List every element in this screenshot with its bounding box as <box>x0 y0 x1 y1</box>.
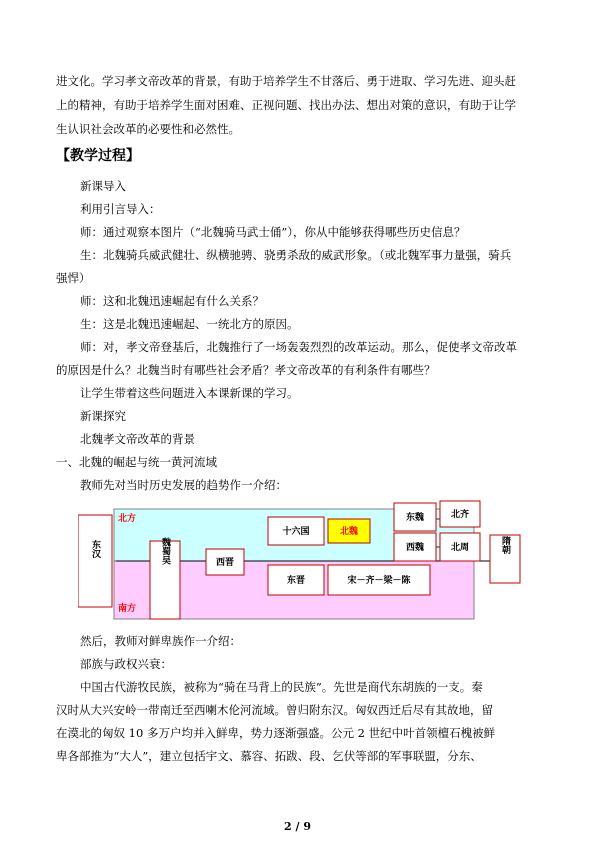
lesson-line: 中国古代游牧民族，被称为“骑在马背上的民族”。先世是商代东胡族的一支。秦 <box>80 680 483 694</box>
intro-line-2: 上的精神，有助于培养学生面对困难、正视问题、找出办法、想出对策的意识，有助于让学 <box>56 98 516 112</box>
lesson-line: 生：这是北魏迅速崛起、一统北方的原因。 <box>80 317 299 331</box>
intro-line-3: 生认识社会改革的必要性和必然性。 <box>56 122 240 136</box>
lesson-line: 教师先对当时历史发展的趋势作一介绍： <box>80 478 287 492</box>
beizhou-text: 北周 <box>450 543 470 553</box>
dongwei-text: 东魏 <box>405 513 425 523</box>
lesson-line: 一、北魏的崛起与统一黄河流域 <box>56 455 217 469</box>
lesson-line: 师：通过观察本图片（“北魏骑马武士俑”），你从中能够获得哪些历史信息？ <box>80 225 466 239</box>
page-number: 2 / 9 <box>284 820 311 833</box>
lesson-line: 新课导入 <box>80 179 126 193</box>
beiqi-text: 北齐 <box>450 510 470 520</box>
lesson-line: 北魏孝文帝改革的背景 <box>80 432 195 446</box>
lesson-line: 卑各部推为“大人”，建立包括宇文、慕容、拓跋、段、乞伏等部的军事联盟，分东、 <box>56 749 482 763</box>
donghan-text: 东汉 <box>90 540 100 558</box>
lesson-line: 生：北魏骑兵威武健壮、纵横驰骋、骁勇杀敌的威武形象。（或北魏军事力量强，骑兵 <box>80 248 512 262</box>
xijin-text: 西晋 <box>215 558 235 568</box>
box-donghan <box>78 515 112 607</box>
suitang-text: 隋朝 <box>500 536 510 554</box>
xiwei-text: 西魏 <box>405 543 425 553</box>
lesson-line: 部族与政权兴衰： <box>80 657 172 671</box>
north-label: 北方 <box>118 514 137 524</box>
lesson-line: 利用引言导入： <box>80 202 161 216</box>
lesson-line: 师：对，孝文帝登基后，北魏推行了一场轰轰烈烈的改革运动。那么，促使孝文帝改革 <box>80 340 517 354</box>
lesson-line: 强悍） <box>56 271 91 285</box>
dongjin-text: 东晋 <box>286 576 306 586</box>
lesson-line: 让学生带着这些问题进入本课新课的学习。 <box>80 386 299 400</box>
lesson-line: 汉时从大兴安岭一带南迁至西喇木伦河流域。曾归附东汉。匈奴西迁后尽有其故地，留 <box>56 703 493 717</box>
weishuwu-text: 魏蜀吴 <box>160 537 170 565</box>
section-heading: 【教学过程】 <box>56 148 140 164</box>
shiliuguo-text: 十六国 <box>282 527 310 537</box>
beiwei-text: 北魏 <box>339 527 359 537</box>
lesson-line: 新课探究 <box>80 409 126 423</box>
lesson-line: 的原因是什么？北魏当时有哪些社会矛盾？孝文帝改革的有利条件有哪些？ <box>56 363 436 377</box>
lesson-line: 师：这和北魏迅速崛起有什么关系？ <box>80 294 264 308</box>
lesson-line: 在漠北的匈奴 10 多万户均并入鲜卑，势力逐渐强盛。公元 2 世纪中叶首领檀石槐被鲜 <box>56 726 496 740</box>
south-label: 南方 <box>118 604 137 614</box>
nanchao-text: 宋－齐－梁－陈 <box>347 576 411 586</box>
dynasty-diagram <box>78 499 522 625</box>
lesson-line: 然后，教师对鲜卑族作一介绍： <box>80 634 241 648</box>
intro-line-1: 进文化。学习孝文帝改革的背景，有助于培养学生不甘落后、勇于进取、学习先进、迎头赶 <box>56 74 516 88</box>
